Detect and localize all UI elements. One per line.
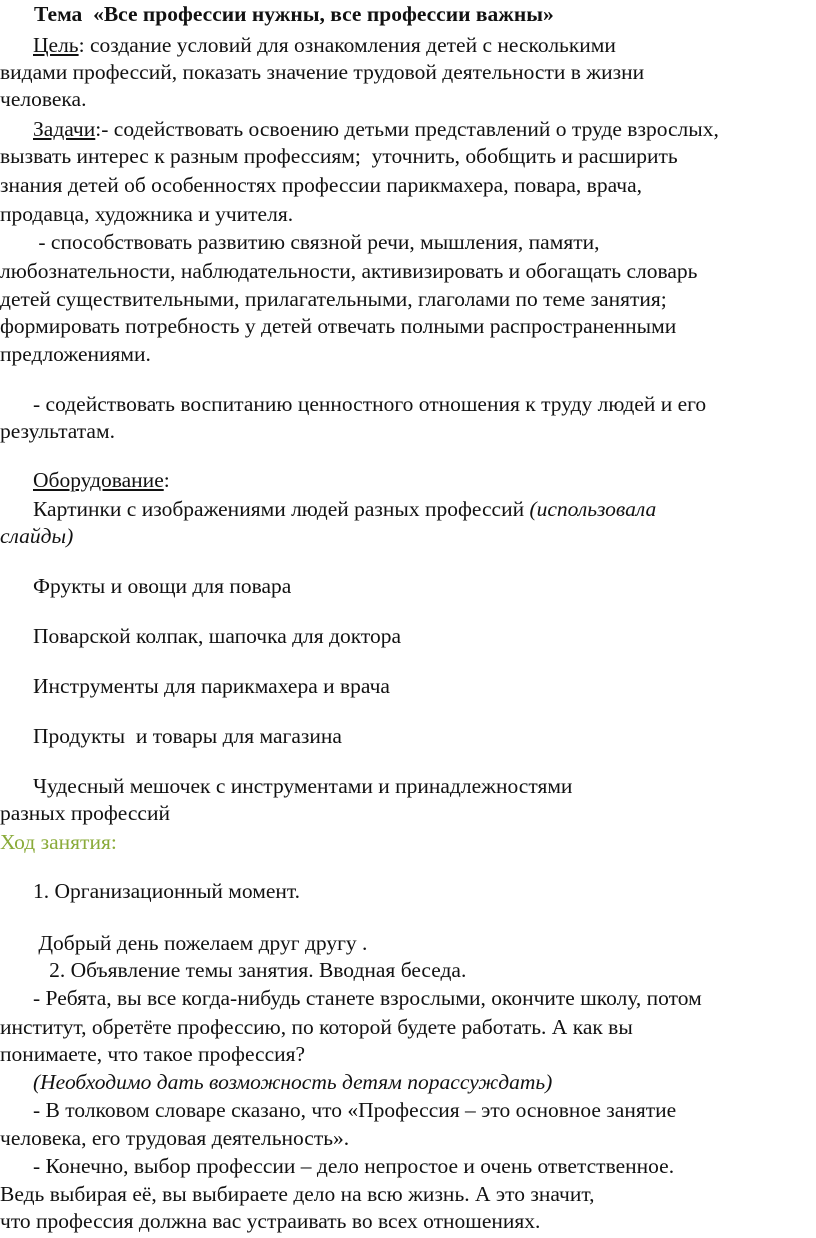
course-line-5: институт, обретёте профессию, по которой будете работать. А как вы	[0, 1015, 633, 1039]
equipment-label: Оборудование	[33, 468, 164, 492]
tasks-line-4: продавца, художника и учителя.	[0, 202, 294, 226]
equipment-item-5: Продукты и товары для магазина	[33, 724, 342, 748]
course-line-10: - Конечно, выбор профессии – дело непростое и очень ответственное.	[33, 1154, 675, 1178]
equipment-item-1-cont: слайды)	[0, 524, 74, 548]
course-heading: Ход занятия:	[0, 830, 117, 854]
goal-line-3: человека.	[0, 87, 87, 111]
tasks-label: Задачи	[33, 117, 96, 141]
tasks-line-8: формировать потребность у детей отвечать полными распространенными	[0, 314, 677, 338]
equipment-heading: Оборудование:	[33, 468, 170, 492]
course-line-12: что профессия должна вас устраивать во всех отношениях.	[0, 1209, 541, 1233]
goal-line-2: видами профессий, показать значение трудовой деятельности в жизни	[0, 60, 645, 84]
title-label: Тема	[34, 2, 83, 26]
tasks-line-1: Задачи:- содействовать освоению детьми представлений о труде взрослых,	[33, 117, 719, 141]
course-line-1: 1. Организационный момент.	[33, 879, 301, 903]
page-title	[34, 1, 554, 28]
course-line-3: 2. Объявление темы занятия. Вводная беседа.	[33, 958, 467, 982]
equipment-item-6-cont: разных профессий	[0, 801, 170, 825]
tasks-line-9: предложениями.	[0, 342, 151, 366]
equipment-item-4: Инструменты для парикмахера и врача	[33, 674, 390, 698]
course-line-11: Ведь выбирая её, вы выбираете дело на всю жизнь. А это значит,	[0, 1182, 595, 1206]
tasks-line-10: - содействовать воспитанию ценностного отношения к труду людей и его	[33, 392, 707, 416]
tasks-line-7: детей существительными, прилагательными, глаголами по теме занятия;	[0, 287, 667, 311]
course-line-7: (Необходимо дать возможность детям порассуждать)	[33, 1070, 553, 1094]
course-line-6: понимаете, что такое профессия?	[0, 1042, 306, 1066]
equipment-item-2: Фрукты и овощи для повара	[33, 574, 292, 598]
tasks-line-6: любознательности, наблюдательности, активизировать и обогащать словарь	[0, 259, 698, 283]
goal-label: Цель	[33, 33, 79, 57]
course-line-9: человека, его трудовая деятельность».	[0, 1126, 350, 1150]
tasks-line-3: знания детей об особенностях профессии парикмахера, повара, врача,	[0, 173, 642, 197]
course-line-8: - В толковом словаре сказано, что «Профессия – это основное занятие	[33, 1098, 677, 1122]
tasks-line-2: вызвать интерес к разным профессиям; уточнить, обобщить и расширить	[0, 144, 678, 168]
course-line-2: Добрый день пожелаем друг другу .	[33, 931, 368, 955]
equipment-item-3: Поварской колпак, шапочка для доктора	[33, 624, 402, 648]
course-line-4: - Ребята, вы все когда-нибудь станете взрослыми, окончите школу, потом	[33, 986, 702, 1010]
goal-line-1: Цель: создание условий для ознакомления детей с несколькими	[33, 33, 616, 57]
equipment-item-1: Картинки с изображениями людей разных профессий (использовала	[33, 497, 657, 521]
tasks-line-5: - способствовать развитию связной речи, мышления, памяти,	[33, 230, 600, 254]
tasks-line-11: результатам.	[0, 419, 115, 443]
equipment-item-6: Чудесный мешочек с инструментами и принадлежностями	[33, 774, 573, 798]
title-text: «Все профессии нужны, все профессии важны»	[93, 2, 554, 26]
